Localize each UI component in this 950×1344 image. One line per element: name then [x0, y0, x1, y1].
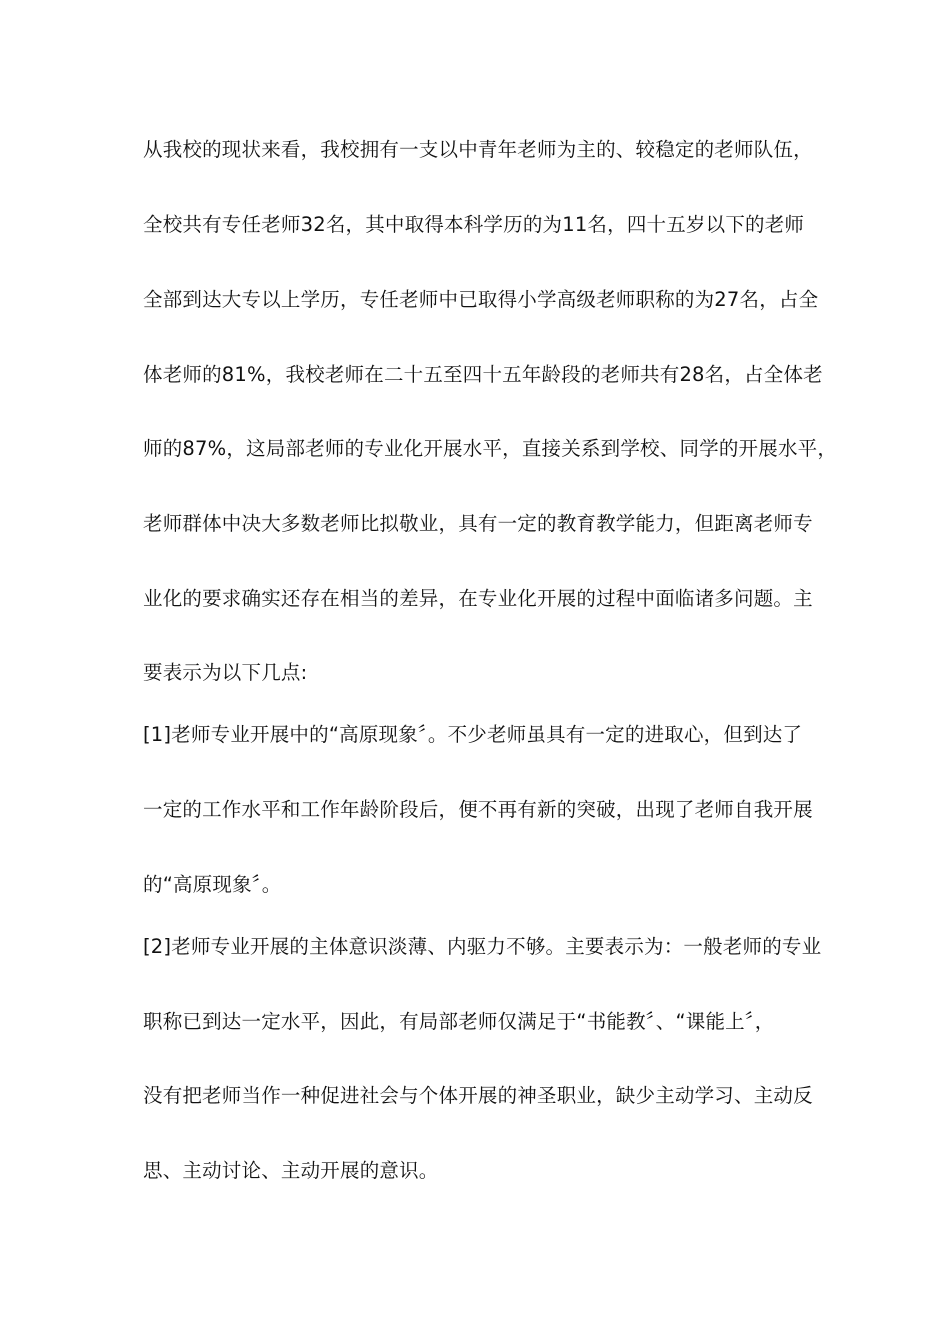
text-line: 师的87%，这局部老师的专业化开展水平，直接关系到学校、同学的开展水平， — [143, 437, 838, 460]
text-line: 全校共有专任老师32名，其中取得本科学历的为11名，四十五岁以下的老师 — [143, 213, 805, 236]
text-line: [1]老师专业开展中的“高原现象〞。不少老师虽具有一定的进取心，但到达了 — [143, 723, 803, 746]
text-line: 从我校的现状来看，我校拥有一支以中青年老师为主的、较稳定的老师队伍， — [143, 138, 813, 161]
text-line: 体老师的81%，我校老师在二十五至四十五年龄段的老师共有28名，占全体老 — [143, 363, 823, 386]
text-line: 思、主动讨论、主动开展的意识。 — [143, 1159, 439, 1182]
text-line: [2]老师专业开展的主体意识淡薄、内驱力不够。主要表示为：一般老师的专业 — [143, 935, 822, 958]
text-line: 职称已到达一定水平，因此，有局部老师仅满足于“书能教〞、“课能上〞， — [143, 1010, 775, 1033]
text-line: 要表示为以下几点: — [143, 661, 308, 684]
text-line: 老师群体中决大多数老师比拟敬业，具有一定的教育教学能力，但距离老师专 — [143, 512, 813, 535]
text-line: 全部到达大专以上学历，专任老师中已取得小学高级老师职称的为27名，占全 — [143, 288, 819, 311]
text-line: 的“高原现象〞。 — [143, 873, 282, 896]
text-line: 一定的工作水平和工作年龄阶段后，便不再有新的突破，出现了老师自我开展 — [143, 798, 813, 821]
text-line: 业化的要求确实还存在相当的差异，在专业化开展的过程中面临诸多问题。主 — [143, 587, 813, 610]
text-line: 没有把老师当作一种促进社会与个体开展的神圣职业，缺少主动学习、主动反 — [143, 1084, 813, 1107]
